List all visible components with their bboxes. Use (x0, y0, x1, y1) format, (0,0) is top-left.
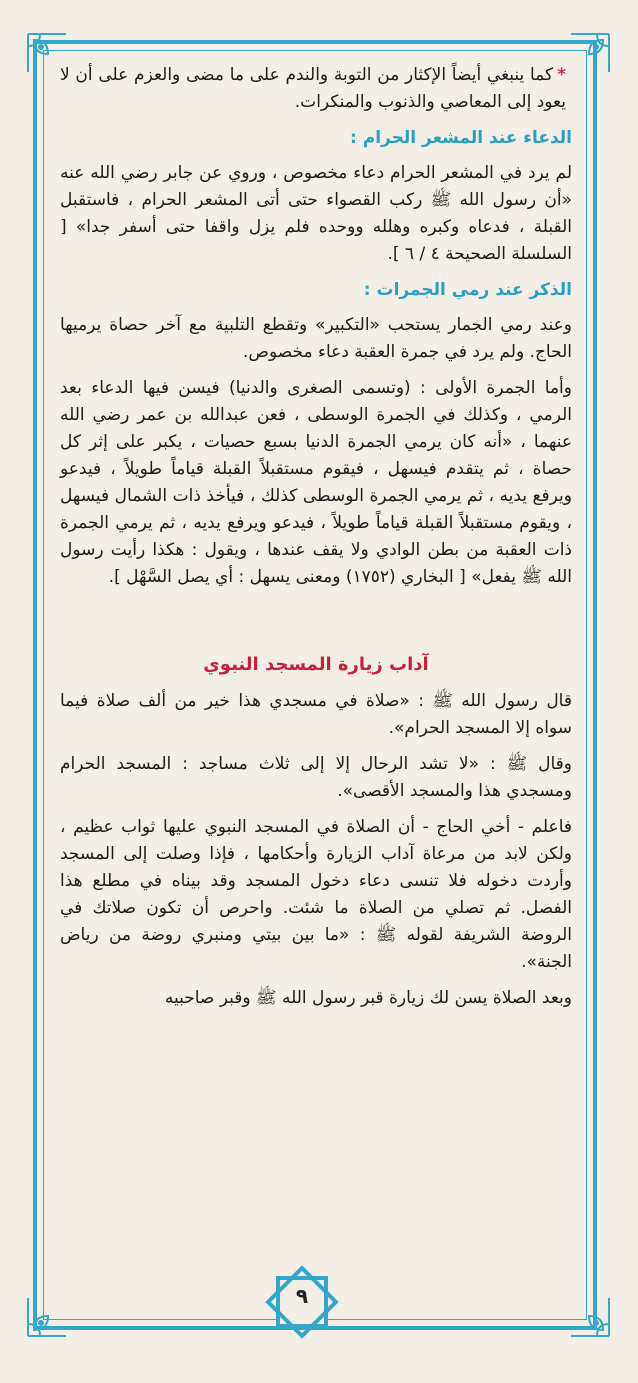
page-number: ٩ (295, 1284, 309, 1308)
corner-ornament-icon (24, 1294, 70, 1340)
bullet-star-icon: * (557, 65, 566, 85)
page-number-ornament (262, 1262, 342, 1342)
intro-text: كما ينبغي أيضاً الإكثار من التوبة والندم على ما مضى والعزم على أن لا يعود إلى المعاصي والذنوب والمنكرات. (60, 65, 566, 112)
section-heading-jamarat: الذكر عند رمي الجمرات : (363, 280, 572, 300)
page-content (60, 62, 572, 1021)
masjid-paragraph-3: فاعلم - أخي الحاج - أن الصلاة في المسجد النبوي عليها ثواب عظيم ، ولكن لابد من مرعاة آداب الزيارة وأحكامها ، فإذا وصلت إلى المسجد وأردت دخوله فلا تنسى دعاء دخول المسجد وقد بيناه في مطلع هذا الفصل. ثم تصلي من الصلاة ما شئت. واحرص أن تكون صلاتك في الروضة الشريفة لقوله ﷺ : «ما بين بيتي ومنبري روضة من رياض الجنة». (60, 817, 572, 972)
intro-paragraph (60, 62, 572, 116)
mashar-paragraph: لم يرد في المشعر الحرام دعاء مخصوص ، وروي عن جابر رضي الله عنه «أن رسول الله ﷺ ركب القصواء حتى أتى المشعر الحرام ، فاستقبل القبلة ، فدعاه وكبره وهلله ووحده فلم يزل واقفا حتى أسفر جدا» [ السلسلة الصحيحة ٤ / ٦ ]. (60, 163, 572, 264)
section-heading-mashar: الدعاء عند المشعر الحرام : (350, 128, 572, 148)
jamarat-paragraph-2: وأما الجمرة الأولى : (وتسمى الصغرى والدنيا) فيسن فيها الدعاء بعد الرمي ، وكذلك في الجمرة الوسطى ، فعن عبدالله بن عمر رضي الله عنهما ، «أنه كان يرمي الجمرة الدنيا بسبع حصيات ، يكبر على إثر كل حصاة ، ثم يتقدم فيسهل ، فيقوم مستقبلاً القبلة قياماً طويلاً ، فيدعو ويرفع يديه ، ثم يرمي الجمرة الوسطى كذلك ، فيأخذ ذات الشمال فيسهل ، ويقوم مستقبلاً القبلة قياماً طويلاً ، فيدعو ويرفع يديه ، ثم يرمي الجمرة ذات العقبة من بطن الوادي ولا يقف عندها ، ويقول : هكذا رأيت رسول الله ﷺ يفعل» [ البخاري (١٧٥٢) ومعنى يسهل : أي يصل السَّهْل ]. (60, 378, 572, 587)
masjid-paragraph-4: وبعد الصلاة يسن لك زيارة قبر رسول الله ﷺ وقبر صاحبيه (164, 988, 572, 1008)
corner-ornament-icon (567, 1294, 613, 1340)
masjid-paragraph-1: قال رسول الله ﷺ : «صلاة في مسجدي هذا خير من ألف صلاة فيما سواه إلا المسجد الحرام». (60, 691, 572, 738)
main-heading-masjid-nabawi: آداب زيارة المسجد النبوي (203, 654, 429, 675)
jamarat-paragraph-1: وعند رمي الجمار يستحب «التكبير» وتقطع التلبية مع آخر حصاة يرميها الحاج. ولم يرد في جمرة العقبة دعاء مخصوص. (60, 315, 572, 362)
corner-ornament-icon (567, 30, 613, 76)
masjid-paragraph-2: وقال ﷺ : «لا تشد الرحال إلا إلى ثلاث مساجد : المسجد الحرام ومسجدي هذا والمسجد الأقصى». (60, 754, 572, 801)
